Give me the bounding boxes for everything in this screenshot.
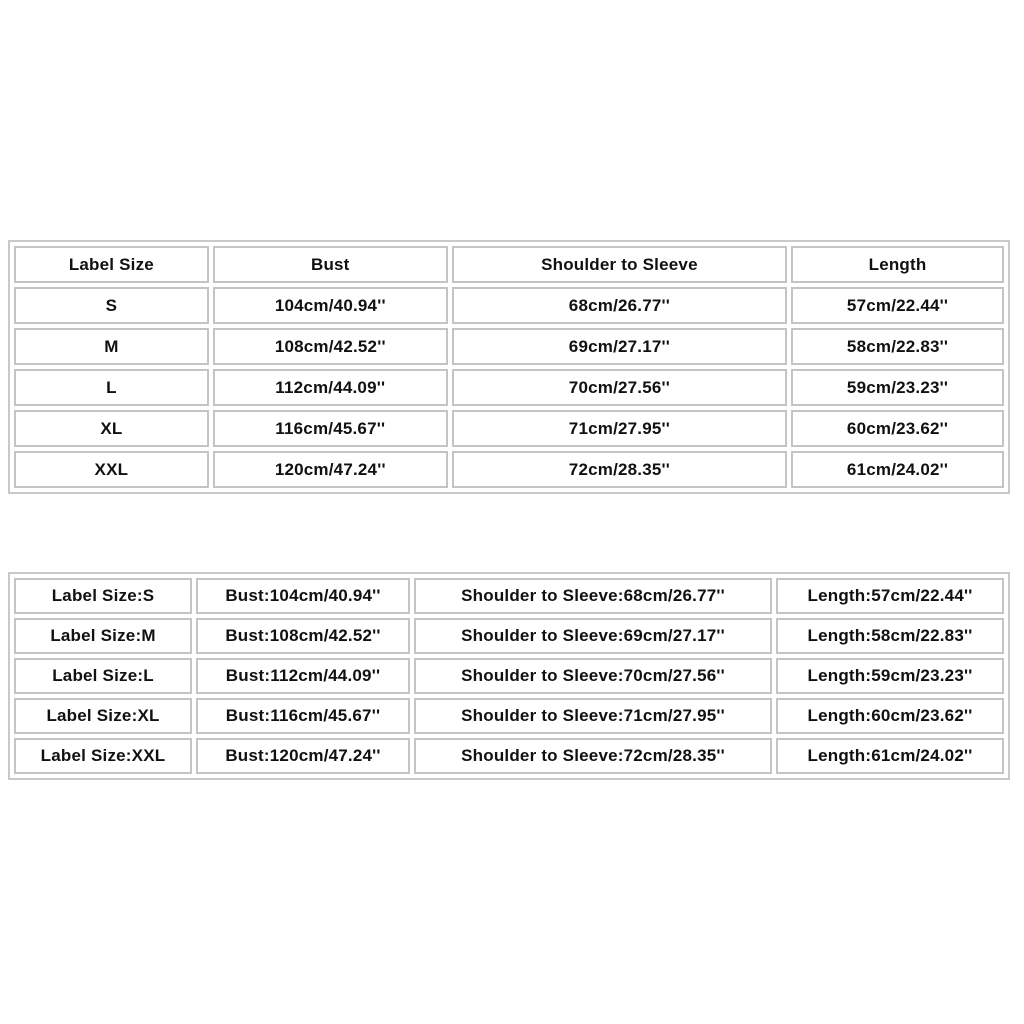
cell-shoulder-to-sleeve: Shoulder to Sleeve:71cm/27.95'' — [414, 698, 772, 734]
cell-bust: 120cm/47.24'' — [213, 451, 448, 488]
header-length: Length — [791, 246, 1004, 283]
table-row — [14, 328, 1004, 365]
cell-label-size: Label Size:XL — [14, 698, 192, 734]
cell-shoulder-to-sleeve: 68cm/26.77'' — [452, 287, 787, 324]
header-label-size: Label Size — [14, 246, 209, 283]
cell-bust: 104cm/40.94'' — [213, 287, 448, 324]
cell-label-size: S — [14, 287, 209, 324]
cell-bust: Bust:116cm/45.67'' — [196, 698, 410, 734]
cell-length: 58cm/22.83'' — [791, 328, 1004, 365]
cell-label-size: L — [14, 369, 209, 406]
cell-shoulder-to-sleeve: 69cm/27.17'' — [452, 328, 787, 365]
table-row — [14, 738, 1004, 774]
cell-label-size: Label Size:M — [14, 618, 192, 654]
cell-length: Length:60cm/23.62'' — [776, 698, 1004, 734]
table-row — [14, 369, 1004, 406]
table-row — [14, 578, 1004, 614]
cell-length: 60cm/23.62'' — [791, 410, 1004, 447]
cell-bust: Bust:120cm/47.24'' — [196, 738, 410, 774]
cell-length: Length:59cm/23.23'' — [776, 658, 1004, 694]
header-shoulder-to-sleeve: Shoulder to Sleeve — [452, 246, 787, 283]
table-row — [14, 658, 1004, 694]
table-header-row — [14, 246, 1004, 283]
cell-label-size: Label Size:L — [14, 658, 192, 694]
cell-shoulder-to-sleeve: Shoulder to Sleeve:72cm/28.35'' — [414, 738, 772, 774]
cell-shoulder-to-sleeve: Shoulder to Sleeve:69cm/27.17'' — [414, 618, 772, 654]
table-row — [14, 410, 1004, 447]
cell-bust: Bust:108cm/42.52'' — [196, 618, 410, 654]
cell-length: Length:61cm/24.02'' — [776, 738, 1004, 774]
cell-label-size: M — [14, 328, 209, 365]
cell-bust: 116cm/45.67'' — [213, 410, 448, 447]
cell-label-size: XL — [14, 410, 209, 447]
cell-length: 59cm/23.23'' — [791, 369, 1004, 406]
table-row — [14, 698, 1004, 734]
table-row — [14, 287, 1004, 324]
cell-length: Length:57cm/22.44'' — [776, 578, 1004, 614]
cell-bust: 112cm/44.09'' — [213, 369, 448, 406]
table-row — [14, 618, 1004, 654]
cell-bust: 108cm/42.52'' — [213, 328, 448, 365]
cell-shoulder-to-sleeve: Shoulder to Sleeve:68cm/26.77'' — [414, 578, 772, 614]
cell-shoulder-to-sleeve: 72cm/28.35'' — [452, 451, 787, 488]
cell-label-size: Label Size:XXL — [14, 738, 192, 774]
cell-length: Length:58cm/22.83'' — [776, 618, 1004, 654]
cell-label-size: XXL — [14, 451, 209, 488]
table-row — [14, 451, 1004, 488]
size-chart-table-inline — [8, 572, 1010, 780]
cell-label-size: Label Size:S — [14, 578, 192, 614]
cell-shoulder-to-sleeve: 70cm/27.56'' — [452, 369, 787, 406]
header-bust: Bust — [213, 246, 448, 283]
cell-shoulder-to-sleeve: 71cm/27.95'' — [452, 410, 787, 447]
cell-length: 57cm/22.44'' — [791, 287, 1004, 324]
cell-shoulder-to-sleeve: Shoulder to Sleeve:70cm/27.56'' — [414, 658, 772, 694]
cell-bust: Bust:104cm/40.94'' — [196, 578, 410, 614]
cell-length: 61cm/24.02'' — [791, 451, 1004, 488]
size-chart-table-columns — [8, 240, 1010, 494]
cell-bust: Bust:112cm/44.09'' — [196, 658, 410, 694]
